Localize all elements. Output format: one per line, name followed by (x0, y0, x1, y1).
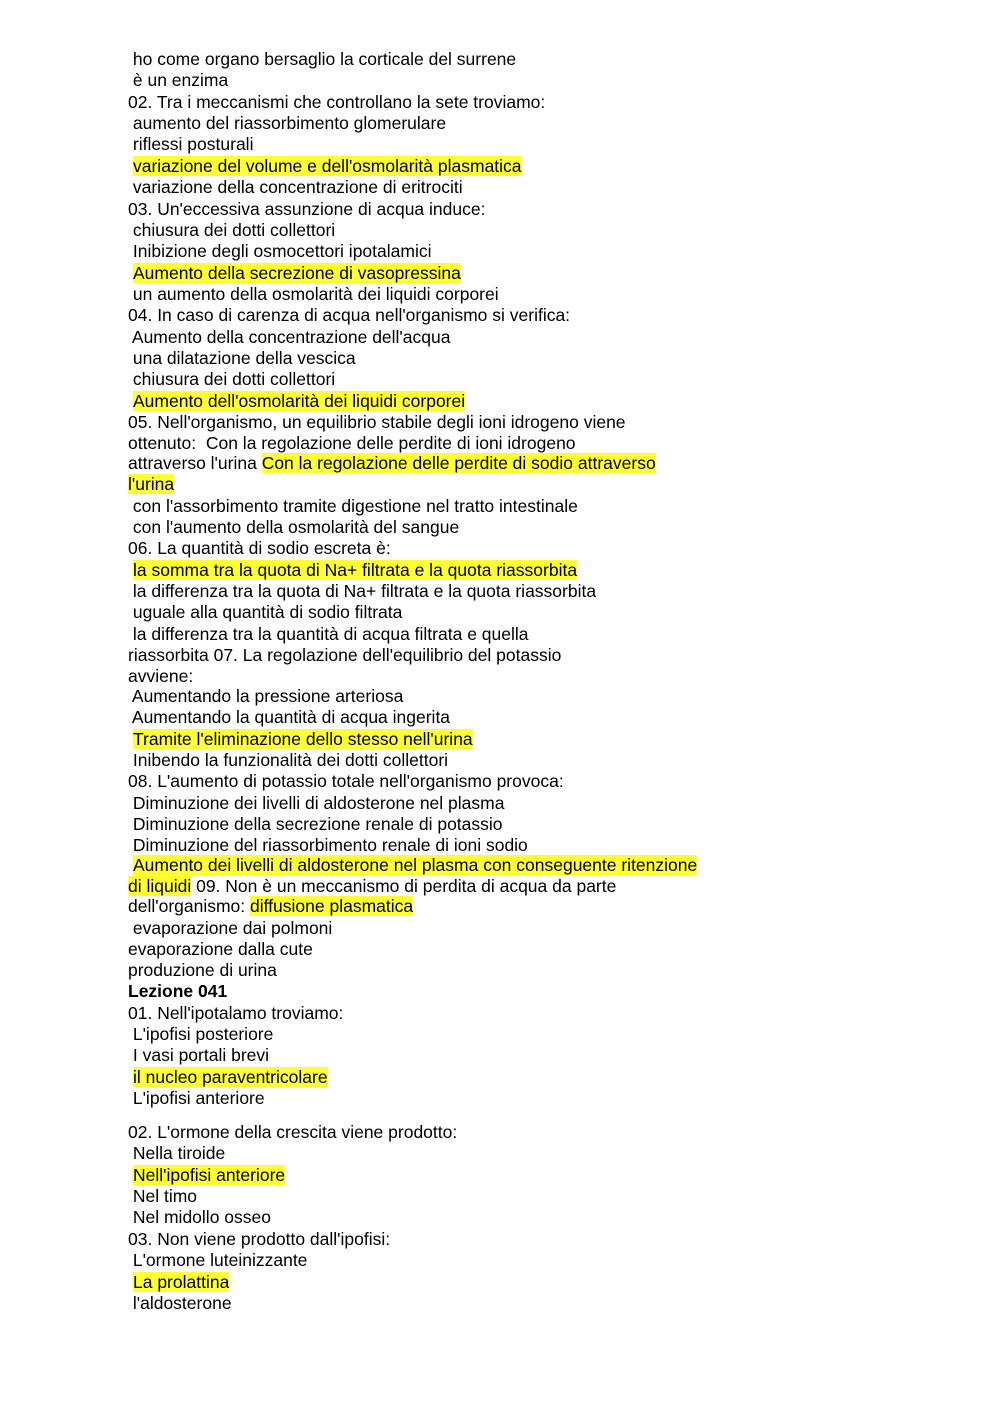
section-heading: Lezione 041 (128, 981, 228, 1001)
answer-option: una dilatazione della vescica (128, 348, 356, 368)
question-03b: 03. Non viene prodotto dall'ipofisi: (128, 1229, 391, 1249)
text-line: avviene: (128, 666, 194, 686)
highlighted-answer (133, 1272, 229, 1293)
answer-option: Nel midollo osseo (128, 1207, 271, 1227)
highlight: Aumento dei livelli di aldosterone nel plasma con conseguente ritenzione (133, 855, 698, 875)
highlight: la somma tra la quota di Na+ filtrata e la quota riassorbita (133, 560, 578, 580)
answer-option: Inibendo la funzionalità dei dotti collettori (128, 750, 449, 770)
highlighted-answer (133, 156, 522, 177)
question-09: 09. Non è un meccanismo di perdita di acqua da parte (191, 876, 617, 896)
question-03: 03. Un'eccessiva assunzione di acqua induce: (128, 199, 486, 219)
answer-option: chiusura dei dotti collettori (128, 369, 336, 389)
text-fragment: attraverso l'urina (128, 453, 262, 473)
answer-option: Diminuzione della secrezione renale di potassio (128, 814, 503, 834)
text-line: ho come organo bersaglio la corticale del surrene (128, 49, 517, 69)
answer-option: con l'aumento della osmolarità del sangue (128, 517, 460, 537)
highlight: diffusione plasmatica (250, 896, 414, 916)
highlighted-answer (133, 391, 465, 412)
answer-option: Nel timo (128, 1186, 198, 1206)
answer-option: riflessi posturali (128, 134, 254, 154)
text-line (128, 896, 413, 917)
highlighted-answer (133, 855, 697, 876)
answer-option: l'aldosterone (128, 1293, 232, 1313)
text-fragment: dell'organismo: (128, 896, 251, 916)
highlight: Aumento della secrezione di vasopressina (133, 263, 461, 283)
text-line (128, 876, 616, 897)
text-line: è un enzima (128, 70, 229, 90)
text-line: ottenuto: Con la regolazione delle perdite di ioni idrogeno (128, 433, 576, 453)
answer-option: Nella tiroide (128, 1143, 226, 1163)
answer-option: evaporazione dai polmoni (128, 918, 333, 938)
highlight: Nell'ipofisi anteriore (133, 1165, 286, 1185)
answer-option: Diminuzione del riassorbimento renale di ioni sodio (128, 835, 528, 855)
question-05: 05. Nell'organismo, un equilibrio stabile degli ioni idrogeno viene (128, 412, 626, 432)
answer-option: L'ipofisi anteriore (128, 1088, 265, 1108)
answer-option: chiusura dei dotti collettori (128, 220, 336, 240)
answer-option: un aumento della osmolarità dei liquidi corporei (128, 284, 499, 304)
question-06: 06. La quantità di sodio escreta è: (128, 538, 391, 558)
highlight: Tramite l'eliminazione dello stesso nell'urina (133, 729, 473, 749)
highlighted-answer (133, 263, 461, 284)
question-07: riassorbita 07. La regolazione dell'equilibrio del potassio (128, 645, 562, 665)
highlight: Aumento dell'osmolarità dei liquidi corporei (133, 391, 466, 411)
highlight: di liquidi (128, 876, 192, 896)
question-04: 04. In caso di carenza di acqua nell'organismo si verifica: (128, 305, 571, 325)
answer-option: la differenza tra la quota di Na+ filtrata e la quota riassorbita (128, 581, 597, 601)
question-02: 02. Tra i meccanismi che controllano la sete troviamo: (128, 92, 546, 112)
answer-option: produzione di urina (128, 960, 277, 980)
answer-option: la differenza tra la quantità di acqua filtrata e quella (128, 624, 529, 644)
answer-option: Diminuzione dei livelli di aldosterone nel plasma (128, 793, 505, 813)
answer-option: L'ormone luteinizzante (128, 1250, 308, 1270)
answer-option: variazione della concentrazione di eritrociti (128, 177, 463, 197)
answer-option: aumento del riassorbimento glomerulare (128, 113, 447, 133)
highlighted-answer (128, 474, 174, 495)
highlighted-answer (133, 729, 473, 750)
highlight: il nucleo paraventricolare (133, 1067, 328, 1087)
answer-option: evaporazione dalla cute (128, 939, 313, 959)
text-line (128, 453, 656, 474)
question-01: 01. Nell'ipotalamo troviamo: (128, 1003, 344, 1023)
highlight: variazione del volume e dell'osmolarità plasmatica (133, 156, 522, 176)
question-02b: 02. L'ormone della crescita viene prodotto: (128, 1122, 458, 1142)
highlighted-answer (133, 1067, 328, 1088)
answer-option: Aumento della concentrazione dell'acqua (128, 327, 451, 347)
answer-option: Aumentando la quantità di acqua ingerita (128, 707, 451, 727)
highlighted-answer (133, 560, 577, 581)
highlight: l'urina (128, 474, 175, 494)
answer-option: uguale alla quantità di sodio filtrata (128, 602, 403, 622)
answer-option: Aumentando la pressione arteriosa (128, 686, 404, 706)
answer-option: con l'assorbimento tramite digestione nel tratto intestinale (128, 496, 578, 516)
highlight: La prolattina (133, 1272, 230, 1292)
question-08: 08. L'aumento di potassio totale nell'organismo provoca: (128, 771, 564, 791)
highlighted-answer (133, 1165, 285, 1186)
answer-option: L'ipofisi posteriore (128, 1024, 274, 1044)
answer-option: Inibizione degli osmocettori ipotalamici (128, 241, 432, 261)
answer-option: I vasi portali brevi (128, 1045, 270, 1065)
highlight: Con la regolazione delle perdite di sodio attraverso (261, 453, 656, 473)
